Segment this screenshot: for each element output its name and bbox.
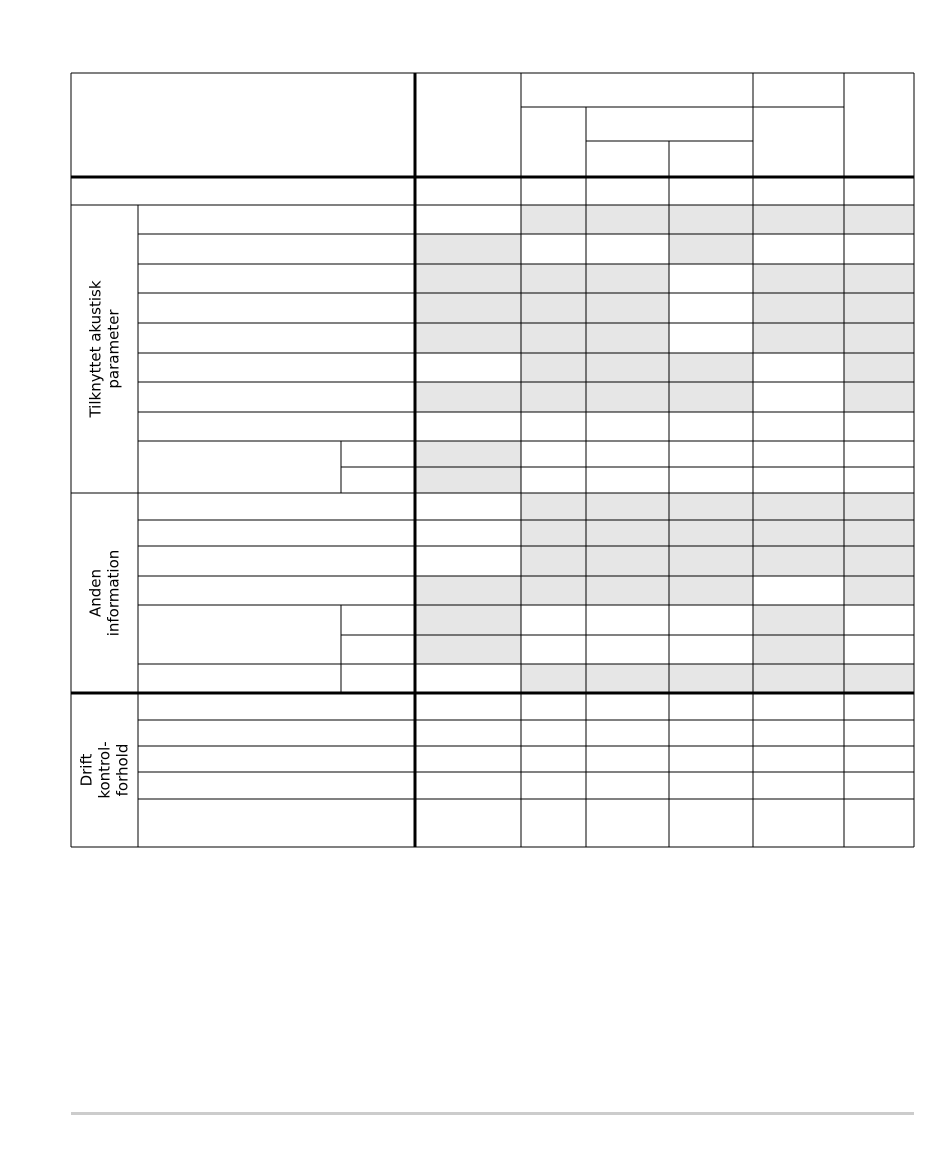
section-label-line: forhold (113, 743, 132, 797)
shaded-cell (415, 441, 521, 467)
footer-rule (71, 1112, 914, 1115)
shaded-cell (669, 546, 753, 576)
section-label-tilknyttet-akustisk-parameter (87, 280, 123, 417)
shaded-cell (844, 293, 914, 323)
shaded-cell (586, 293, 669, 323)
shaded-cell (844, 353, 914, 382)
shaded-cell (669, 493, 753, 520)
shaded-cell (844, 576, 914, 605)
shaded-cell (844, 546, 914, 576)
shaded-cell (586, 546, 669, 576)
shaded-cell (521, 546, 586, 576)
shaded-cell (753, 264, 844, 293)
section-label-anden-information (86, 550, 122, 637)
shaded-cell (669, 205, 753, 234)
shaded-cell (753, 546, 844, 576)
shaded-cell (669, 576, 753, 605)
shaded-cell (415, 234, 521, 264)
shaded-cell (415, 576, 521, 605)
section-label-line: information (104, 549, 123, 637)
section-label-line: kontrol- (95, 741, 114, 799)
shaded-cell (586, 353, 669, 382)
shaded-cell (586, 205, 669, 234)
section-label-line: Drift (77, 753, 96, 787)
shaded-cell (844, 520, 914, 546)
shaded-cell (669, 382, 753, 412)
shaded-cell (753, 635, 844, 664)
shaded-cell (669, 234, 753, 264)
shaded-cell (521, 323, 586, 353)
shaded-cell (521, 520, 586, 546)
section-label-line: Tilknyttet akustisk (86, 280, 105, 418)
shaded-cell (586, 664, 669, 693)
shaded-cell (415, 467, 521, 493)
shaded-cell (753, 605, 844, 635)
shaded-cell (669, 353, 753, 382)
shaded-cell (521, 664, 586, 693)
shaded-cell (753, 323, 844, 353)
section-label-line: parameter (104, 309, 123, 389)
section-label-line: Anden (86, 568, 105, 618)
shaded-cell (753, 293, 844, 323)
shaded-cell (753, 520, 844, 546)
shaded-cell (586, 493, 669, 520)
shaded-cell (415, 323, 521, 353)
shaded-cell (415, 605, 521, 635)
section-label-drift-kontrolforhold (78, 741, 132, 798)
shaded-cell (753, 205, 844, 234)
shaded-cell (753, 664, 844, 693)
shaded-cell (415, 635, 521, 664)
shaded-cell (586, 382, 669, 412)
shaded-cell (521, 382, 586, 412)
shaded-cell (415, 264, 521, 293)
shaded-cell (753, 493, 844, 520)
shaded-cell (844, 493, 914, 520)
shaded-cell (669, 520, 753, 546)
shaded-cell (844, 205, 914, 234)
shaded-cell (586, 576, 669, 605)
shaded-cell (521, 493, 586, 520)
shaded-cell (521, 264, 586, 293)
shaded-cell (586, 264, 669, 293)
shaded-cell (844, 264, 914, 293)
shaded-cell (586, 520, 669, 546)
shaded-cell (521, 293, 586, 323)
shaded-cell (669, 664, 753, 693)
shaded-cell (844, 382, 914, 412)
shaded-cell (844, 323, 914, 353)
shaded-cell (844, 664, 914, 693)
shaded-cell (521, 576, 586, 605)
shaded-cell (521, 353, 586, 382)
shaded-cell (415, 293, 521, 323)
shaded-cell (415, 382, 521, 412)
shaded-cell (586, 323, 669, 353)
shaded-cell (521, 205, 586, 234)
